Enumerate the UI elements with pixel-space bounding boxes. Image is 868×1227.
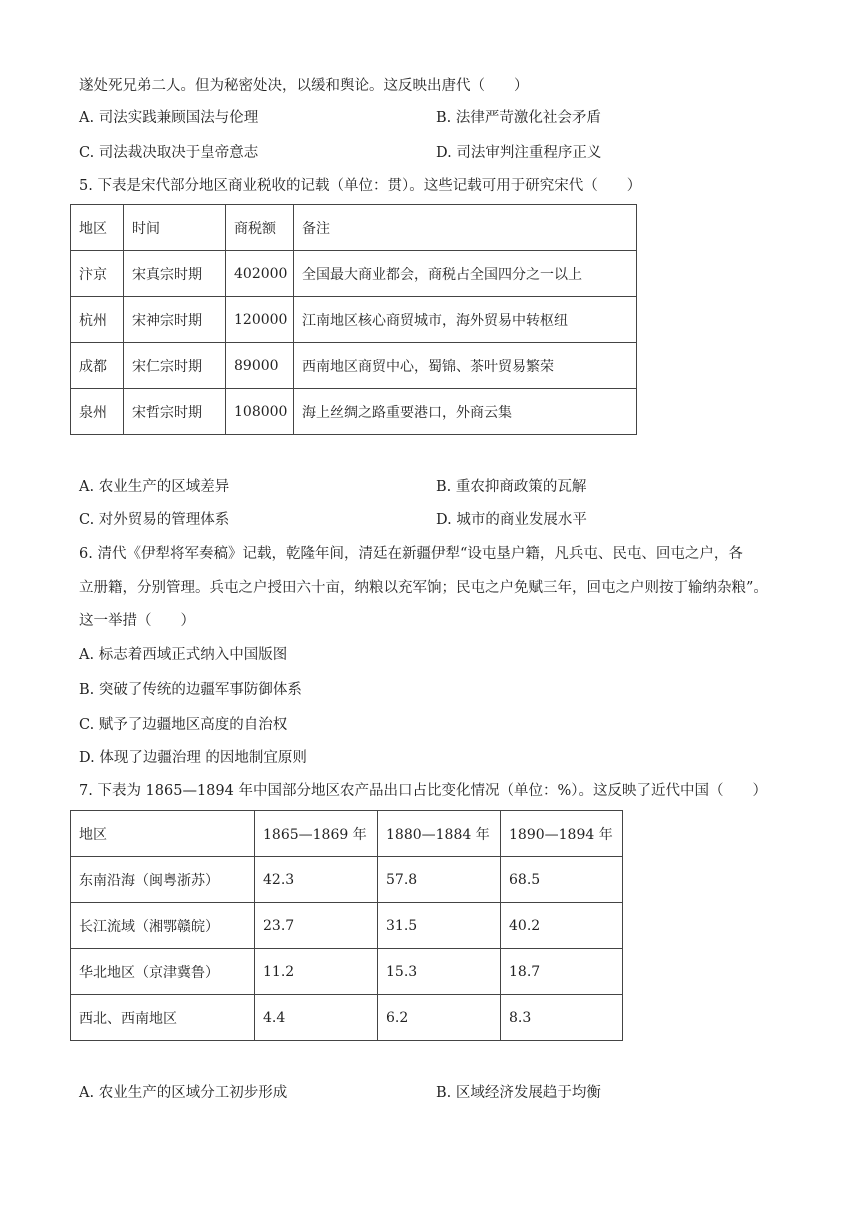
table-header-cell: 备注: [294, 205, 637, 251]
table-row: [71, 343, 637, 389]
table-header-cell: 商税额: [226, 205, 294, 251]
table-header-cell: 1865—1869 年: [255, 811, 378, 857]
q5-option-d: D. 城市的商业发展水平: [436, 512, 587, 528]
table-cell: 57.8: [378, 857, 501, 903]
q5-option-c: C. 对外贸易的管理体系: [79, 512, 230, 528]
q6-option-b: B. 突破了传统的边疆军事防御体系: [79, 682, 302, 698]
q6-stem-line1: 6. 清代《伊犁将军奏稿》记载，乾隆年间，清廷在新疆伊犁“设屯垦户籍，凡兵屯、民屯、回屯之户，各: [79, 546, 743, 562]
table-row: [71, 949, 623, 995]
table-cell: 11.2: [255, 949, 378, 995]
table-cell: 杭州: [71, 297, 124, 343]
table-cell: 4.4: [255, 995, 378, 1041]
q6-option-a: A. 标志着西域正式纳入中国版图: [79, 647, 288, 663]
table-cell: 华北地区（京津冀鲁）: [71, 949, 255, 995]
table-cell: 120000: [226, 297, 294, 343]
q7-option-b: B. 区域经济发展趋于均衡: [436, 1085, 601, 1101]
table-header-row: [71, 811, 623, 857]
q4-option-a: A. 司法实践兼顾国法与伦理: [79, 110, 259, 126]
table-cell: 成都: [71, 343, 124, 389]
table-header-cell: 地区: [71, 811, 255, 857]
table-cell: 15.3: [378, 949, 501, 995]
q6-stem-line2: 立册籍，分别管理。兵屯之户授田六十亩，纳粮以充军饷；民屯之户免赋三年，回屯之户则按丁输纳杂粮”。: [79, 580, 768, 596]
table-cell: 8.3: [501, 995, 623, 1041]
table-header-cell: 时间: [124, 205, 226, 251]
table-header-cell: 1880—1884 年: [378, 811, 501, 857]
q7-table: [70, 810, 623, 1041]
table-cell: 海上丝绸之路重要港口，外商云集: [294, 389, 637, 435]
q4-option-b: B. 法律严苛激化社会矛盾: [436, 110, 601, 126]
table-cell: 宋神宗时期: [124, 297, 226, 343]
q6-option-d: D. 体现了边疆治理 的因地制宜原则: [79, 750, 307, 766]
table-cell: 18.7: [501, 949, 623, 995]
table-header-cell: 1890—1894 年: [501, 811, 623, 857]
q6-stem-line3: 这一举措（ ）: [79, 613, 195, 629]
table-cell: 全国最大商业都会，商税占全国四分之一以上: [294, 251, 637, 297]
q7-option-a: A. 农业生产的区域分工初步形成: [79, 1085, 288, 1101]
table-cell: 40.2: [501, 903, 623, 949]
table-row: [71, 297, 637, 343]
table-header-cell: 地区: [71, 205, 124, 251]
table-header-row: [71, 205, 637, 251]
q4-option-d: D. 司法审判注重程序正义: [436, 145, 602, 161]
table-cell: 西北、西南地区: [71, 995, 255, 1041]
table-cell: 42.3: [255, 857, 378, 903]
q5-table: [70, 204, 637, 435]
table-cell: 宋哲宗时期: [124, 389, 226, 435]
q7-stem: 7. 下表为 1865—1894 年中国部分地区农产品出口占比变化情况（单位：%）。这反映了近代中国（ ）: [79, 783, 767, 799]
table-row: [71, 903, 623, 949]
table-row: [71, 857, 623, 903]
table-row: [71, 251, 637, 297]
table-cell: 89000: [226, 343, 294, 389]
table-cell: 东南沿海（闽粤浙苏）: [71, 857, 255, 903]
q5-option-b: B. 重农抑商政策的瓦解: [436, 479, 587, 495]
table-cell: 宋真宗时期: [124, 251, 226, 297]
table-cell: 402000: [226, 251, 294, 297]
table-row: [71, 389, 637, 435]
table-row: [71, 995, 623, 1041]
table-cell: 宋仁宗时期: [124, 343, 226, 389]
table-cell: 长江流域（湘鄂赣皖）: [71, 903, 255, 949]
table-cell: 68.5: [501, 857, 623, 903]
table-cell: 西南地区商贸中心，蜀锦、茶叶贸易繁荣: [294, 343, 637, 389]
table-cell: 泉州: [71, 389, 124, 435]
table-cell: 31.5: [378, 903, 501, 949]
q6-option-c: C. 赋予了边疆地区高度的自治权: [79, 717, 288, 733]
table-cell: 江南地区核心商贸城市，海外贸易中转枢纽: [294, 297, 637, 343]
table-cell: 汴京: [71, 251, 124, 297]
q5-option-a: A. 农业生产的区域差异: [79, 479, 230, 495]
table-cell: 23.7: [255, 903, 378, 949]
table-cell: 6.2: [378, 995, 501, 1041]
q4-stem-tail: 遂处死兄弟二人。但为秘密处决，以缓和舆论。这反映出唐代（ ）: [79, 78, 529, 94]
q4-option-c: C. 司法裁决取决于皇帝意志: [79, 145, 259, 161]
table-cell: 108000: [226, 389, 294, 435]
q5-stem: 5. 下表是宋代部分地区商业税收的记载（单位：贯）。这些记载可用于研究宋代（ ）: [79, 178, 642, 194]
